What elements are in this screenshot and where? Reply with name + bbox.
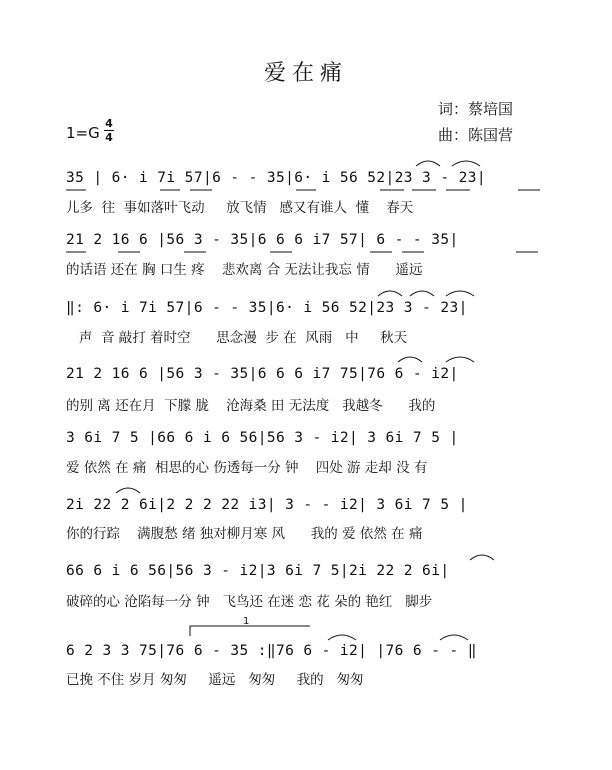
lyrics-row-6: 你的行踪 满腹愁 绪 独对柳月寒 风 我的 爱 依然 在 痛 xyxy=(66,526,423,542)
key-signature: 1=G xyxy=(66,124,100,142)
composer-credit: 曲：陈国营 xyxy=(438,126,514,144)
slur xyxy=(470,555,494,560)
volta-label: 1 xyxy=(243,616,250,627)
slur xyxy=(440,635,468,640)
lyrics-row-8: 已挽 不住 岁月 匆匆 遥远 匆匆 我的 匆匆 xyxy=(66,672,364,688)
slur xyxy=(446,291,474,296)
slur xyxy=(398,357,422,362)
slur xyxy=(446,357,474,362)
time-signature-bottom: 4 xyxy=(105,131,113,144)
notation-row-7: 66 6 i 6 56|56 3 - i2|3 6i 7 5|2i 22 2 6i| xyxy=(66,563,450,579)
time-signature xyxy=(104,118,114,143)
slur xyxy=(416,161,440,166)
lyrics-row-7: 破碎的心 沧陷每一分 钟 飞鸟还 在迷 恋 花 朵的 艳红 脚步 xyxy=(66,594,433,610)
notation-row-2: 21 2 16 6 |56 3 - 35|6 6 6 i7 57| 6 - - 35| xyxy=(66,232,459,248)
notation-row-5: 3 6i 7 5 |66 6 i 6 56|56 3 - i2| 3 6i 7 5 | xyxy=(66,430,459,446)
lyrics-row-5: 爱 依然 在 痛 相思的心 伤透每一分 钟 四处 游 走却 没 有 xyxy=(66,460,428,476)
notation-row-4: 21 2 16 6 |56 3 - 35|6 6 6 i7 75|76 6 - i2| xyxy=(66,366,459,382)
lyrics-row-1: 儿多 往 事如落叶飞动 放飞情 感又有谁人 懂 春天 xyxy=(66,200,414,216)
notation-row-3: ‖: 6· i 7i 57|6 - - 35|6· i 56 52|23 3 - 23| xyxy=(66,300,468,316)
lyrics-row-4: 的别 离 还在月 下朦 胧 沧海桑 田 无法度 我越冬 我的 xyxy=(66,398,436,414)
lyrics-row-2: 的话语 还在 胸 口生 疼 悲欢离 合 无法让我忘 情 遥远 xyxy=(66,262,423,278)
notation-row-8: 6 2 3 3 75|76 6 - 35 :‖76 6 - i2| |76 6 - - ‖ xyxy=(66,643,477,659)
volta-bracket xyxy=(190,626,310,636)
lyricist-credit: 词：蔡培国 xyxy=(438,100,514,118)
slur xyxy=(410,291,434,296)
slur xyxy=(452,161,480,166)
time-signature-top: 4 xyxy=(105,117,113,130)
slur xyxy=(116,488,140,493)
lyrics-row-3: 声 音 敲打 着时空 思念漫 步 在 风雨 中 秋天 xyxy=(66,330,408,346)
notation-row-1: 35 | 6· i 7i 57|6 - - 35|6· i 56 52|23 3 - 23| xyxy=(66,170,486,186)
notation-row-6: 2i 22 2 6i|2 2 2 22 i3| 3 - - i2| 3 6i 7 5 | xyxy=(66,497,468,513)
slur xyxy=(378,291,402,296)
song-title: 爱在痛 xyxy=(263,61,348,86)
slur xyxy=(328,635,356,640)
